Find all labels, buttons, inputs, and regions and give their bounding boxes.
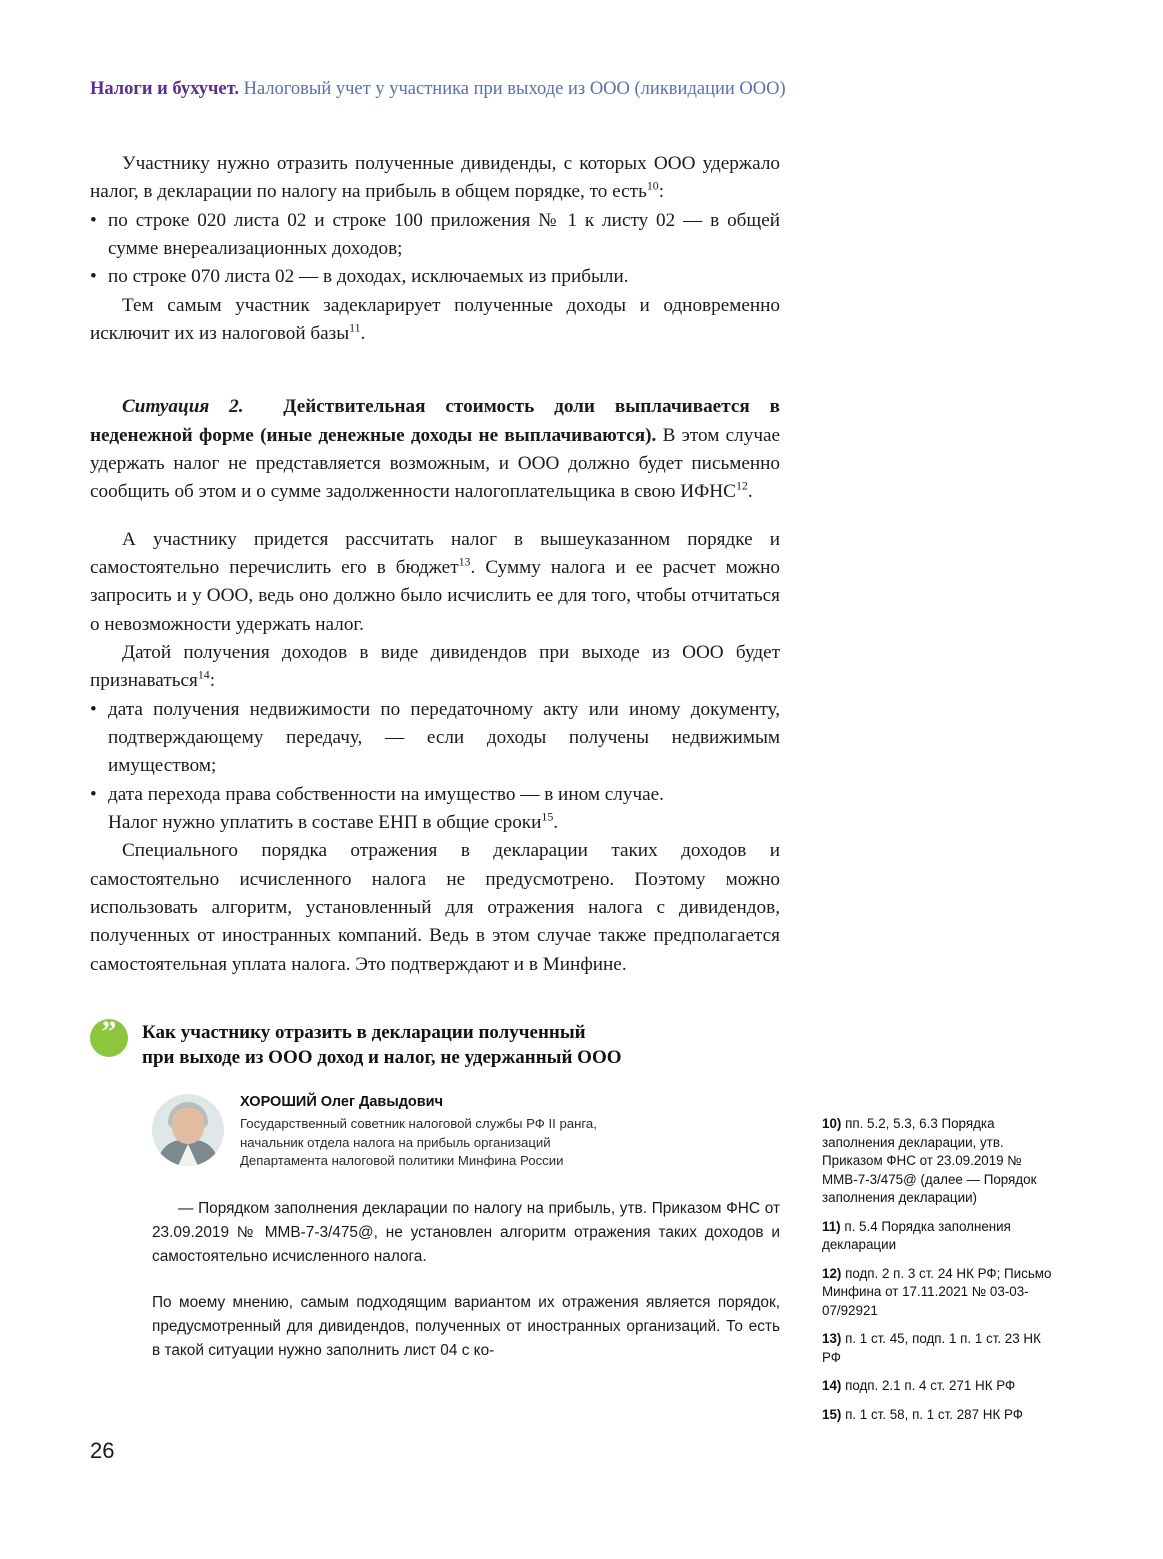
footnote-number: 11) bbox=[822, 1218, 841, 1234]
expert-position-line-2: начальник отдела налога на прибыль организаций bbox=[240, 1134, 551, 1150]
footnote-item bbox=[822, 1265, 1057, 1321]
situation-text: В этом случае удержать налог не представляется возможным, и ООО должно будет письменно сообщить об этом и о сумме задолженности налогоплательщика в свою ИФНС bbox=[90, 424, 781, 503]
paragraph-self-pay-b: . Сумму налога и ее расчет можно запросить и у ООО, ведь оно должно было исчислить ее для того, чтобы отчитаться о невозможности удержать налог. bbox=[90, 557, 780, 635]
expert-question-line-2: при выходе из ООО доход и налог, не удержанный ООО bbox=[142, 1046, 622, 1068]
footnote-item bbox=[822, 1218, 1057, 1255]
spacer bbox=[90, 348, 780, 374]
list-item: • по строке 070 листа 02 — в доходах, исключаемых из прибыли. bbox=[90, 263, 780, 291]
bullet-list-dates bbox=[90, 696, 780, 838]
list-item bbox=[90, 781, 780, 838]
expert-card bbox=[90, 1094, 780, 1171]
list-item-subtext bbox=[108, 809, 559, 833]
avatar bbox=[152, 1094, 224, 1166]
footnote-column bbox=[822, 1115, 1057, 1434]
paragraph-intro-tail: : bbox=[658, 181, 665, 203]
page-number: 26 bbox=[90, 1438, 115, 1463]
list-item-subtext-tail: . bbox=[553, 811, 559, 833]
footnote-text: п. 5.4 Порядка заполнения декларации bbox=[822, 1218, 1011, 1252]
situation-2-paragraph bbox=[90, 393, 780, 506]
running-head bbox=[90, 78, 1090, 100]
quote-mark-icon: ” bbox=[90, 1019, 128, 1057]
spacer bbox=[90, 979, 780, 1013]
footnote-ref-12: 12 bbox=[735, 478, 748, 493]
list-item-subtext-a: Налог нужно уплатить в составе ЕНП в общие сроки bbox=[108, 811, 542, 833]
footnote-number: 10) bbox=[822, 1116, 842, 1131]
main-text-column bbox=[90, 150, 780, 1384]
footnote-text: пп. 5.2, 5.3, 6.3 Порядка заполнения декларации, утв. Приказом ФНС от 23.09.2019 № ММВ-7-3/475@ (далее — Порядок заполнения декларации) bbox=[822, 1116, 1037, 1205]
situation-tail: . bbox=[747, 481, 753, 503]
footnote-item bbox=[822, 1330, 1057, 1367]
footnote-text: п. 1 ст. 45, подп. 1 п. 1 ст. 23 НК РФ bbox=[822, 1331, 1041, 1365]
list-item: • дата получения недвижимости по передаточному акту или иному документу, подтверждающему передачу, — если доходы получены недвижимым имуществом; bbox=[90, 696, 780, 781]
footnote-number: 12) bbox=[822, 1265, 842, 1281]
expert-name: ХОРОШИЙ Олег Давыдович bbox=[240, 1093, 444, 1110]
footnote-item bbox=[822, 1115, 1057, 1208]
expert-answer-paragraph-1: — Порядком заполнения декларации по налогу на прибыль, утв. Приказом ФНС от 23.09.2019 № ММВ-7-3/475@, не установлен алгоритм отражения таких доходов и самостоятельно исчисленного налога. bbox=[152, 1200, 780, 1265]
situation-title: Действительная стоимость доли выплачивается в неденежной форме (иные денежные доходы не выплачиваются). bbox=[90, 396, 780, 446]
paragraph-income-date bbox=[90, 639, 780, 696]
expert-position bbox=[240, 1115, 597, 1171]
footnote-item bbox=[822, 1406, 1057, 1425]
expert-question-line-1: Как участнику отразить в декларации полученный bbox=[142, 1021, 586, 1043]
paragraph-self-pay-a: А участнику придется рассчитать налог в вышеуказанном порядке и самостоятельно перечислить его в бюджет bbox=[90, 528, 780, 579]
expert-position-line-3: Департамента налоговой политики Минфина России bbox=[240, 1153, 564, 1169]
footnote-number: 13) bbox=[822, 1331, 842, 1346]
paragraph-intro-text: Участнику нужно отразить полученные дивиденды, с которых ООО удержало налог, в декларации по налогу на прибыль в общем порядке, то есть bbox=[90, 153, 780, 203]
footnote-ref-11: 11 bbox=[349, 320, 361, 335]
paragraph-income-date-a: Датой получения доходов в виде дивидендов при выходе из ООО будет признаваться bbox=[90, 642, 780, 692]
paragraph-income-date-tail: : bbox=[209, 670, 216, 692]
bullet-list-declaration bbox=[90, 207, 780, 292]
expert-answer-paragraph-2: По моему мнению, самым подходящим вариантом их отражения является порядок, предусмотренный для дивидендов, полученных от иностранных организаций. То есть в такой ситуации нужно заполнить лист 04 с ко- bbox=[152, 1293, 780, 1359]
expert-question-block bbox=[90, 1014, 780, 1070]
footnote-item bbox=[822, 1377, 1057, 1396]
footnote-text: подп. 2.1 п. 4 ст. 271 НК РФ bbox=[845, 1378, 1016, 1393]
expert-info bbox=[240, 1094, 597, 1171]
footnote-text: подп. 2 п. 3 ст. 24 НК РФ; Письмо Минфина от 17.11.2021 № 03-03-07/92921 bbox=[822, 1265, 1052, 1318]
expert-question-title bbox=[142, 1017, 622, 1070]
list-item: • по строке 020 листа 02 и строке 100 приложения № 1 к листу 02 — в общей сумме внереализационных доходов; bbox=[90, 207, 780, 264]
footnote-ref-10: 10 bbox=[646, 178, 659, 193]
list-item-text: дата перехода права собственности на имущество — в ином случае. bbox=[108, 783, 664, 805]
footnote-number: 15) bbox=[822, 1406, 842, 1422]
paragraph-intro bbox=[90, 150, 780, 207]
paragraph-self-pay bbox=[90, 526, 780, 639]
paragraph-declare-text: Тем самым участник задекларирует полученные доходы и одновременно исключит их из налоговой базы bbox=[90, 294, 780, 344]
avatar-face-shape bbox=[172, 1108, 204, 1144]
footnote-ref-13: 13 bbox=[458, 554, 471, 569]
expert-position-line-1: Государственный советник налоговой службы РФ II ранга, bbox=[240, 1115, 597, 1131]
header-subject: Налоговый учет у участника при выходе из ООО (ликвидации ООО) bbox=[243, 79, 786, 99]
header-rubric: Налоги и бухучет. bbox=[90, 79, 239, 99]
footnote-text: п. 1 ст. 58, п. 1 ст. 287 НК РФ bbox=[845, 1406, 1023, 1422]
paragraph-declare-tail: . bbox=[360, 322, 366, 344]
situation-label: Ситуация 2. bbox=[122, 396, 244, 418]
paragraph-algorithm: Специального порядка отражения в декларации таких доходов и самостоятельно исчисленного налога не предусмотрено. Поэтому можно использовать алгоритм, установленный для отражения налога с дивидендов, полученных от иностранных компаний. Ведь в этом случае также предполагается самостоятельная уплата налога. Это подтверждают и в Минфине. bbox=[90, 840, 780, 975]
expert-answer bbox=[90, 1197, 780, 1362]
paragraph-declare bbox=[90, 292, 780, 349]
footnote-ref-15: 15 bbox=[541, 809, 554, 824]
footnote-number: 14) bbox=[822, 1378, 842, 1393]
footnote-ref-14: 14 bbox=[197, 667, 210, 682]
